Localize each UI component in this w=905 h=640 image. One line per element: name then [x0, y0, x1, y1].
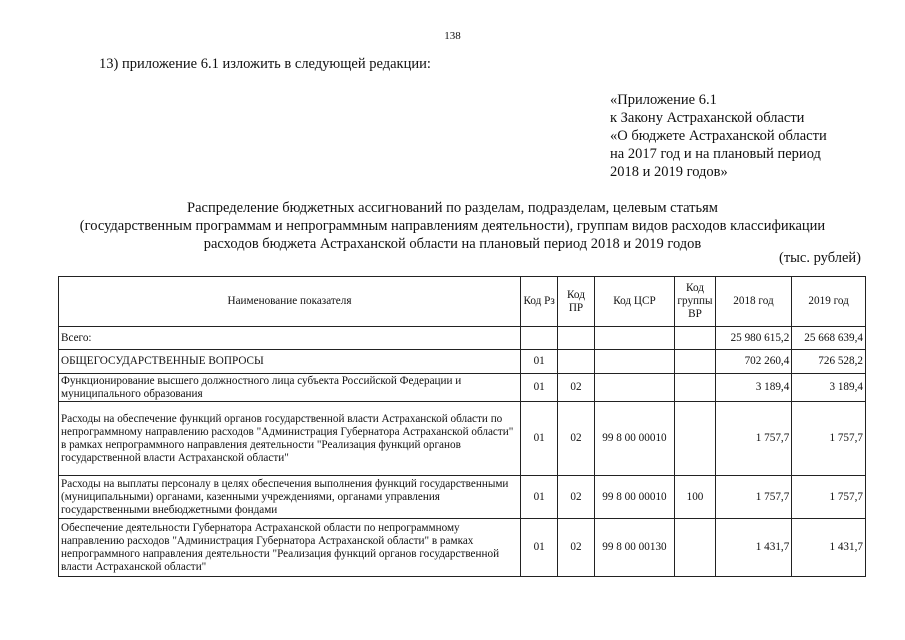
- header-pr: Код ПР: [558, 277, 594, 327]
- cell-vr: [675, 519, 715, 577]
- cell-2018: 3 189,4: [715, 374, 792, 402]
- cell-pr: 02: [558, 519, 594, 577]
- cell-2018: 1 757,7: [715, 402, 792, 476]
- cell-name: ОБЩЕГОСУДАРСТВЕННЫЕ ВОПРОСЫ: [59, 350, 521, 374]
- cell-rz: [521, 327, 558, 350]
- header-csr: Код ЦСР: [594, 277, 675, 327]
- document-heading: [40, 199, 865, 253]
- budget-table: [58, 276, 866, 577]
- cell-vr: [675, 327, 715, 350]
- cell-rz: 01: [521, 519, 558, 577]
- cell-pr: 02: [558, 402, 594, 476]
- cell-vr: [675, 350, 715, 374]
- header-rz: Код Рз: [521, 277, 558, 327]
- cell-csr: 99 8 00 00010: [594, 402, 675, 476]
- header-name: Наименование показателя: [59, 277, 521, 327]
- cell-2018: 1 431,7: [715, 519, 792, 577]
- cell-rz: 01: [521, 350, 558, 374]
- cell-name: Расходы на обеспечение функций органов государственной власти Астраханской области по непрограммному направлению расходов "Администрация Губернатора Астраханской области" в рамках непрограммного направления деятельности "Реализация функций органов государственной власти Астраханской области": [59, 402, 521, 476]
- heading-line: (государственным программам и непрограммным направлениям деятельности), группам видов расходов классификации: [79, 218, 826, 234]
- units-label: (тыс. рублей): [779, 250, 861, 266]
- page-number: 138: [444, 30, 461, 42]
- cell-rz: 01: [521, 374, 558, 402]
- cell-csr: [594, 374, 675, 402]
- cell-rz: 01: [521, 476, 558, 519]
- cell-2019: 726 528,2: [792, 350, 866, 374]
- table-header-row: [59, 277, 866, 327]
- cell-csr: 99 8 00 00010: [594, 476, 675, 519]
- cell-name: Всего:: [59, 327, 521, 350]
- cell-vr: [675, 374, 715, 402]
- table-row: [59, 519, 866, 577]
- appendix-line: к Закону Астраханской области: [610, 110, 805, 126]
- cell-vr: [675, 402, 715, 476]
- intro-text: 13) приложение 6.1 изложить в следующей редакции:: [99, 56, 431, 72]
- table-row: [59, 476, 866, 519]
- table-row: [59, 374, 866, 402]
- cell-csr: [594, 350, 675, 374]
- header-2019: 2019 год: [792, 277, 866, 327]
- cell-pr: 02: [558, 476, 594, 519]
- appendix-line: на 2017 год и на плановый период: [610, 146, 821, 162]
- cell-csr: [594, 327, 675, 350]
- appendix-line: 2018 и 2019 годов»: [610, 164, 728, 180]
- cell-vr: 100: [675, 476, 715, 519]
- heading-line: расходов бюджета Астраханской области на плановый период 2018 и 2019 годов: [203, 236, 702, 252]
- cell-2019: 1 757,7: [792, 402, 866, 476]
- cell-2018: 702 260,4: [715, 350, 792, 374]
- header-vr: Код группы ВР: [675, 277, 715, 327]
- table-row: [59, 350, 866, 374]
- cell-rz: 01: [521, 402, 558, 476]
- table-row: [59, 402, 866, 476]
- cell-2019: 1 431,7: [792, 519, 866, 577]
- cell-csr: 99 8 00 00130: [594, 519, 675, 577]
- cell-2019: 3 189,4: [792, 374, 866, 402]
- table-row: [59, 327, 866, 350]
- appendix-line: «Приложение 6.1: [610, 92, 717, 108]
- header-2018: 2018 год: [715, 277, 792, 327]
- appendix-reference: [610, 91, 827, 181]
- cell-2019: 25 668 639,4: [792, 327, 866, 350]
- appendix-line: «О бюджете Астраханской области: [610, 128, 827, 144]
- cell-pr: [558, 327, 594, 350]
- cell-2018: 25 980 615,2: [715, 327, 792, 350]
- cell-name: Расходы на выплаты персоналу в целях обеспечения выполнения функций государственными (муниципальными) органами, казенными учреждениями, органами управления государственными внебюджетными фондами: [59, 476, 521, 519]
- heading-line: Распределение бюджетных ассигнований по разделам, подразделам, целевым статьям: [187, 200, 718, 216]
- cell-pr: [558, 350, 594, 374]
- cell-2018: 1 757,7: [715, 476, 792, 519]
- cell-pr: 02: [558, 374, 594, 402]
- cell-2019: 1 757,7: [792, 476, 866, 519]
- cell-name: Функционирование высшего должностного лица субъекта Российской Федерации и муниципального образования: [59, 374, 521, 402]
- cell-name: Обеспечение деятельности Губернатора Астраханской области по непрограммному направлению расходов "Администрация Губернатора Астраханской области" в рамках непрограммного направления деятельности "Реализация функций органов государственной власти Астраханской области": [59, 519, 521, 577]
